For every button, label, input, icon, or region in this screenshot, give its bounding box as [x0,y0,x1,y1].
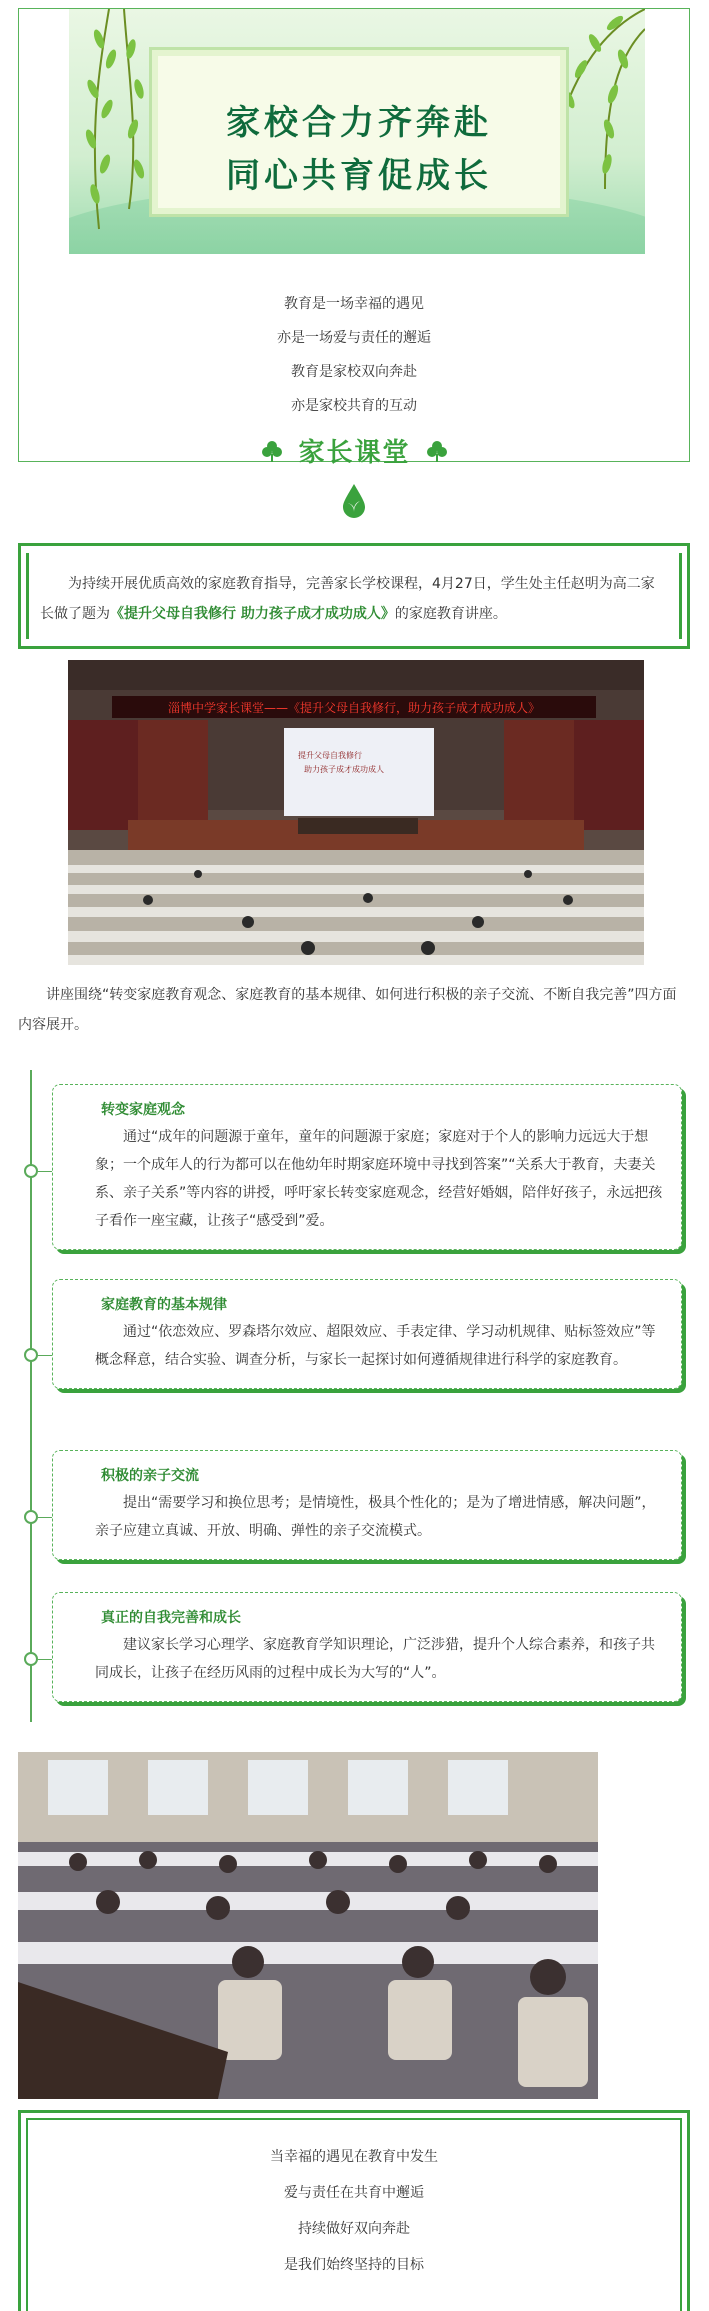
timeline-dot [24,1652,38,1666]
timeline-card-title: 转变家庭观念 [101,1102,185,1118]
audience-illustration [18,1752,598,2099]
section-heading [0,432,709,472]
intro-box [18,543,690,649]
audience-photo [18,1752,598,2099]
frame-line [18,646,690,649]
clover-icon [426,440,448,462]
intro-text-before: 为持续开展优质高效的家庭教育指导，完善家长学校课程，4月27日，学生处主任赵明为高二家长做了题为 [40,576,655,622]
frame-line [18,543,21,649]
closing-line: 爱与责任在共育中邂逅 [284,2185,424,2201]
timeline-card-body: 通过“依恋效应、罗森塔尔效应、超限效应、手表定律、学习动机规律、贴标签效应”等概念释意，结合实验、调查分析，与家长一起探讨如何遵循规律进行科学的家庭教育。 [95,1324,656,1368]
clover-icon [261,440,283,462]
section-title: 家长课堂 [298,438,411,468]
frame-line [679,553,682,639]
frame-line [26,2118,682,2120]
banner-title-line1: 家校合力齐奔赴 [226,103,492,143]
sprout-drop-icon [341,482,367,518]
closing-line: 当幸福的遇见在教育中发生 [270,2149,438,2165]
poem-line: 亦是家校共育的互动 [291,398,417,414]
intro-paragraph [40,569,668,629]
frame-line [18,2110,690,2113]
header-banner [69,9,645,254]
screen-text-line1: 提升父母自我修行 [298,751,362,760]
timeline-dot [24,1164,38,1178]
timeline-card-body: 提出“需要学习和换位思考；是情境性，极具个性化的；是为了增进情感，解决问题”，亲子应建立真诚、开放、明确、弹性的亲子交流模式。 [95,1495,656,1539]
closing-line: 持续做好双向奔赴 [298,2221,410,2237]
screen-text-line2: 助力孩子成才成功成人 [304,765,384,774]
timeline-card-title: 真正的自我完善和成长 [101,1610,241,1626]
banner-title-line2: 同心共育促成长 [226,156,492,196]
timeline-card-body: 建议家长学习心理学、家庭教育学知识理论，广泛涉猎，提升个人综合素养，和孩子共同成长，让孩子在经历风雨的过程中成长为大写的“人”。 [95,1637,655,1681]
timeline-dot [24,1348,38,1362]
poem-line: 亦是一场爱与责任的邂逅 [277,330,431,346]
intro-frame [18,8,690,462]
closing-box [18,2110,690,2311]
closing-line: 是我们始终坚持的目标 [284,2257,424,2273]
frame-line [687,2110,690,2311]
timeline-card [52,1279,682,1389]
timeline-card [52,1450,682,1560]
frame-line [687,543,690,649]
frame-line [18,543,690,546]
lecture-stage-photo [68,660,644,965]
banner-title-card [149,47,569,217]
lecture-summary: 讲座围绕“转变家庭教育观念、家庭教育的基本规律、如何进行积极的亲子交流、不断自我完善”四方面内容展开。 [18,987,677,1033]
poem-line: 教育是家校双向奔赴 [291,364,417,380]
intro-text-after: 的家庭教育讲座。 [394,606,507,622]
poem-line: 教育是一场幸福的遇见 [284,296,424,312]
timeline-dot [24,1510,38,1524]
timeline-card [52,1592,682,1702]
frame-line [26,553,29,639]
timeline-card [52,1084,682,1250]
stage-led-banner: 淄博中学家长课堂——《提升父母自我修行，助力孩子成才成功成人》 [167,701,541,715]
timeline-card-title: 家庭教育的基本规律 [101,1297,227,1313]
timeline-card-body: 通过“成年的问题源于童年，童年的问题源于家庭；家庭对于个人的影响力远远大于想象；一个成年人的行为都可以在他幼年时期家庭环境中寻找到答案”“关系大于教育，夫妻关系、亲子关系”等内容的讲授，呼吁家长转变家庭观念，经营好婚姻，陪伴好孩子，永远把孩子看作一座宝藏，让孩子“感受到”爱。 [95,1129,663,1229]
stage-illustration [68,660,644,965]
frame-line [18,2110,21,2311]
timeline-card-title: 积极的亲子交流 [101,1468,199,1484]
lecture-title-highlight: 《提升父母自我修行 助力孩子成才成功成人》 [110,606,395,622]
